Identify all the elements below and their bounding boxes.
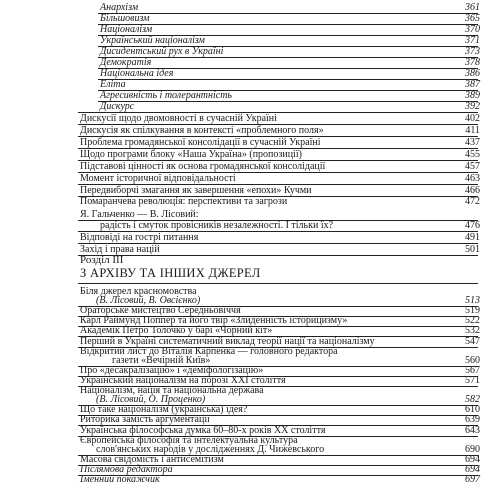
- toc-entry-title: Дискусії щодо двомовності в сучасній Україні: [80, 113, 277, 124]
- toc-entry-title: (В. Лісовий, В. Овсієнко): [96, 295, 201, 307]
- toc-entry: [0, 68, 500, 79]
- toc-entry-page: 694: [465, 453, 480, 465]
- toc-divider: [78, 148, 478, 149]
- toc-divider: [78, 386, 478, 387]
- toc-divider: [78, 336, 478, 337]
- toc-divider: [98, 35, 478, 36]
- toc-entry-title: Національна ідея: [100, 68, 174, 79]
- toc-divider: [98, 90, 478, 91]
- toc-entry: [0, 125, 500, 136]
- toc-entry-title: Я. Гальченко — В. Лісовий:: [80, 209, 199, 220]
- toc-divider: [78, 376, 478, 377]
- toc-entry-page: 643: [465, 424, 480, 436]
- toc-entry-page: 373: [465, 46, 480, 57]
- toc-entry-title: Дискурс: [100, 101, 135, 112]
- toc-entry: [0, 57, 500, 68]
- toc-divider: [78, 231, 478, 232]
- toc-entry-page: 411: [465, 125, 480, 136]
- toc-entry: [0, 220, 500, 231]
- toc-entry-page: 582: [465, 394, 480, 406]
- toc-entry-page: 610: [465, 404, 480, 416]
- toc-entry-page: 491: [465, 232, 480, 243]
- toc-entry-title: Демократія: [100, 57, 152, 68]
- toc-entry-title: Дисидентський рух в Україні: [100, 46, 224, 57]
- toc-entry-title: Захід і права націй: [80, 244, 160, 255]
- toc-entry-page: 694: [465, 463, 480, 475]
- toc-entry-title: Помаранчева революція: перспективи та загрози: [80, 196, 288, 207]
- toc-divider: [78, 316, 478, 317]
- toc-entry-title: Післямова редактора: [80, 463, 173, 475]
- toc-entry-page: 513: [465, 295, 480, 307]
- toc-entry-title: Націоналізм, нація та національна держава: [80, 385, 264, 396]
- toc-entry: [0, 13, 500, 24]
- toc-entry-page: 387: [465, 79, 480, 90]
- toc-entry: [0, 101, 500, 112]
- toc-entry: [0, 209, 500, 220]
- toc-entry: [0, 35, 500, 46]
- toc-entry-title: Ораторське мистецтво Середньовіччя: [80, 305, 241, 317]
- toc-divider: [98, 57, 478, 58]
- toc-divider: [98, 46, 478, 47]
- toc-entry-page: 365: [465, 13, 480, 24]
- toc-entry: [0, 185, 500, 196]
- toc-entry-page: 690: [465, 443, 480, 455]
- toc-entry-title: Український націоналізм на порозі XXI століття: [80, 375, 286, 386]
- toc-entry-title: (В. Лісовий, О. Проценко): [96, 394, 206, 406]
- toc-entry: [0, 232, 500, 243]
- toc-divider: [98, 101, 478, 102]
- toc-entry-page: 437: [465, 137, 480, 148]
- toc-entry-title: Академік Петро Толочко у барі «Чорний кіт»: [80, 325, 273, 337]
- toc-divider: [78, 112, 478, 113]
- toc-entry-page: 392: [465, 101, 480, 112]
- toc-entry-page: 361: [465, 2, 480, 13]
- toc-divider: [78, 184, 478, 185]
- toc-entry-title: Щодо програми блоку «Наша Україна» (пропозиції): [80, 149, 302, 160]
- toc-entry-title: Українська філософська думка 60–80-х років XX століття: [80, 424, 326, 436]
- toc-entry: [0, 113, 500, 124]
- toc-entry: [0, 2, 500, 13]
- part-heading: З АРХІВУ ТА ІНШИХ ДЖЕРЕЛ: [80, 266, 261, 280]
- toc-entry-title: Відкритий лист до Віталія Карпенка — головного редактора: [80, 345, 338, 357]
- toc-entry-page: 402: [465, 113, 480, 124]
- toc-divider: [78, 283, 478, 284]
- toc-entry-page: 519: [465, 305, 480, 317]
- toc-entry: [0, 244, 500, 255]
- toc-entry-page: 639: [465, 414, 480, 426]
- toc-entry: [0, 79, 500, 90]
- toc-entry-page: 472: [465, 196, 480, 207]
- toc-entry-title: Відповіді на гострі питання: [80, 232, 199, 243]
- toc-divider: [78, 136, 478, 137]
- toc-divider: [78, 255, 478, 256]
- toc-entry-title: Анархізм: [100, 2, 139, 13]
- toc-entry-title: Момент історичної відповідальності: [80, 173, 236, 184]
- toc-divider: [98, 13, 478, 14]
- toc-divider: [78, 196, 478, 197]
- toc-entry-title: радість і смуток провісників незалежності. І тільки їх?: [100, 220, 334, 231]
- toc-entry: [0, 137, 500, 148]
- toc-entry-title: Дискусія як спілкування в контексті «проблемного поля»: [80, 125, 324, 136]
- toc-entry-page: 463: [465, 173, 480, 184]
- toc-divider: [78, 243, 478, 244]
- toc-entry-page: 547: [465, 335, 480, 347]
- toc-entry-title: Агресивність і толерантність: [100, 90, 232, 101]
- toc-entry-page: 457: [465, 161, 480, 172]
- toc-entry-title: Про «десакралізацію» і «деміфологізацію»: [80, 364, 264, 376]
- toc-entry-page: 386: [465, 68, 480, 79]
- toc-entry-page: 571: [465, 375, 480, 386]
- toc-entry-title: слов'янських народів у дослідженнях Д. Чижевського: [96, 443, 325, 455]
- toc-divider: [78, 475, 478, 476]
- toc-divider: [78, 172, 478, 173]
- toc-entry-page: 389: [465, 90, 480, 101]
- toc-entry-page: 378: [465, 57, 480, 68]
- toc-entry-title: Більшовизм: [100, 13, 150, 24]
- toc-entry-title: Перший в Україні систематичний виклад теорії нації та націоналізму: [80, 335, 375, 347]
- toc-entry-title: Карл Раймунд Поппер та його твір «Злиденність історицизму»: [80, 315, 348, 327]
- toc-entry-page: 567: [465, 364, 480, 376]
- toc-entry-page: 532: [465, 325, 480, 337]
- toc-divider: [98, 24, 478, 25]
- toc-divider: [78, 220, 478, 221]
- toc-entry: [0, 173, 500, 184]
- toc-entry-title: Підставові цінності як основа громадянської консолідації: [80, 161, 326, 172]
- toc-entry-page: 560: [465, 354, 480, 366]
- toc-entry-title: Український націоналізм: [100, 35, 205, 46]
- toc-entry-title: Масова свідомість і антисемітизм: [80, 453, 224, 465]
- toc-entry-title: Проблема громадянської консолідації в сучасній Україні: [80, 137, 321, 148]
- toc-divider: [78, 306, 478, 307]
- toc-entry: [0, 24, 500, 35]
- toc-divider: [98, 79, 478, 80]
- toc-divider: [78, 347, 478, 348]
- toc-entry-page: 370: [465, 24, 480, 35]
- toc-entry-title: Передвиборчі змагання як завершення «епохи» Кучми: [80, 185, 312, 196]
- toc-divider: [78, 160, 478, 161]
- toc-entry-title: Європейська філософія та інтелектуальна культура: [80, 434, 298, 446]
- toc-entry-title: Націоналізм: [100, 24, 153, 35]
- toc-entry-title: Еліта: [100, 79, 126, 90]
- toc-entry-page: 501: [465, 244, 480, 255]
- part-label: Розділ III: [80, 254, 124, 266]
- toc-entry: [0, 196, 500, 207]
- toc-entry-page: 371: [465, 35, 480, 46]
- toc-entry-page: 476: [465, 220, 480, 231]
- toc-divider: [78, 366, 478, 367]
- toc-entry: [0, 90, 500, 101]
- toc-entry-title: Риторика замість аргументації: [80, 414, 210, 426]
- toc-entry-title: Що таке націоналізм (українська) ідея?: [80, 404, 248, 416]
- toc-entry-page: 466: [465, 185, 480, 196]
- toc-entry-page: 697: [465, 474, 480, 485]
- toc-divider: [78, 326, 478, 327]
- toc-entry-page: 455: [465, 149, 480, 160]
- toc-divider: [78, 436, 478, 437]
- toc-divider: [78, 455, 478, 456]
- toc-divider: [78, 425, 478, 426]
- toc-entry-title: газети «Вечірній Київ»: [112, 354, 211, 366]
- toc-entry-title: Біля джерел красномовства: [80, 286, 197, 297]
- toc-divider: [98, 68, 478, 69]
- toc-entry: [0, 149, 500, 160]
- toc-divider: [78, 124, 478, 125]
- toc-entry-title: Іменний покажчик: [80, 474, 160, 485]
- toc-entry: [0, 161, 500, 172]
- toc-divider: [78, 465, 478, 466]
- toc-entry-page: 522: [465, 315, 480, 327]
- toc-divider: [78, 415, 478, 416]
- toc-entry: [0, 46, 500, 57]
- toc-divider: [78, 405, 478, 406]
